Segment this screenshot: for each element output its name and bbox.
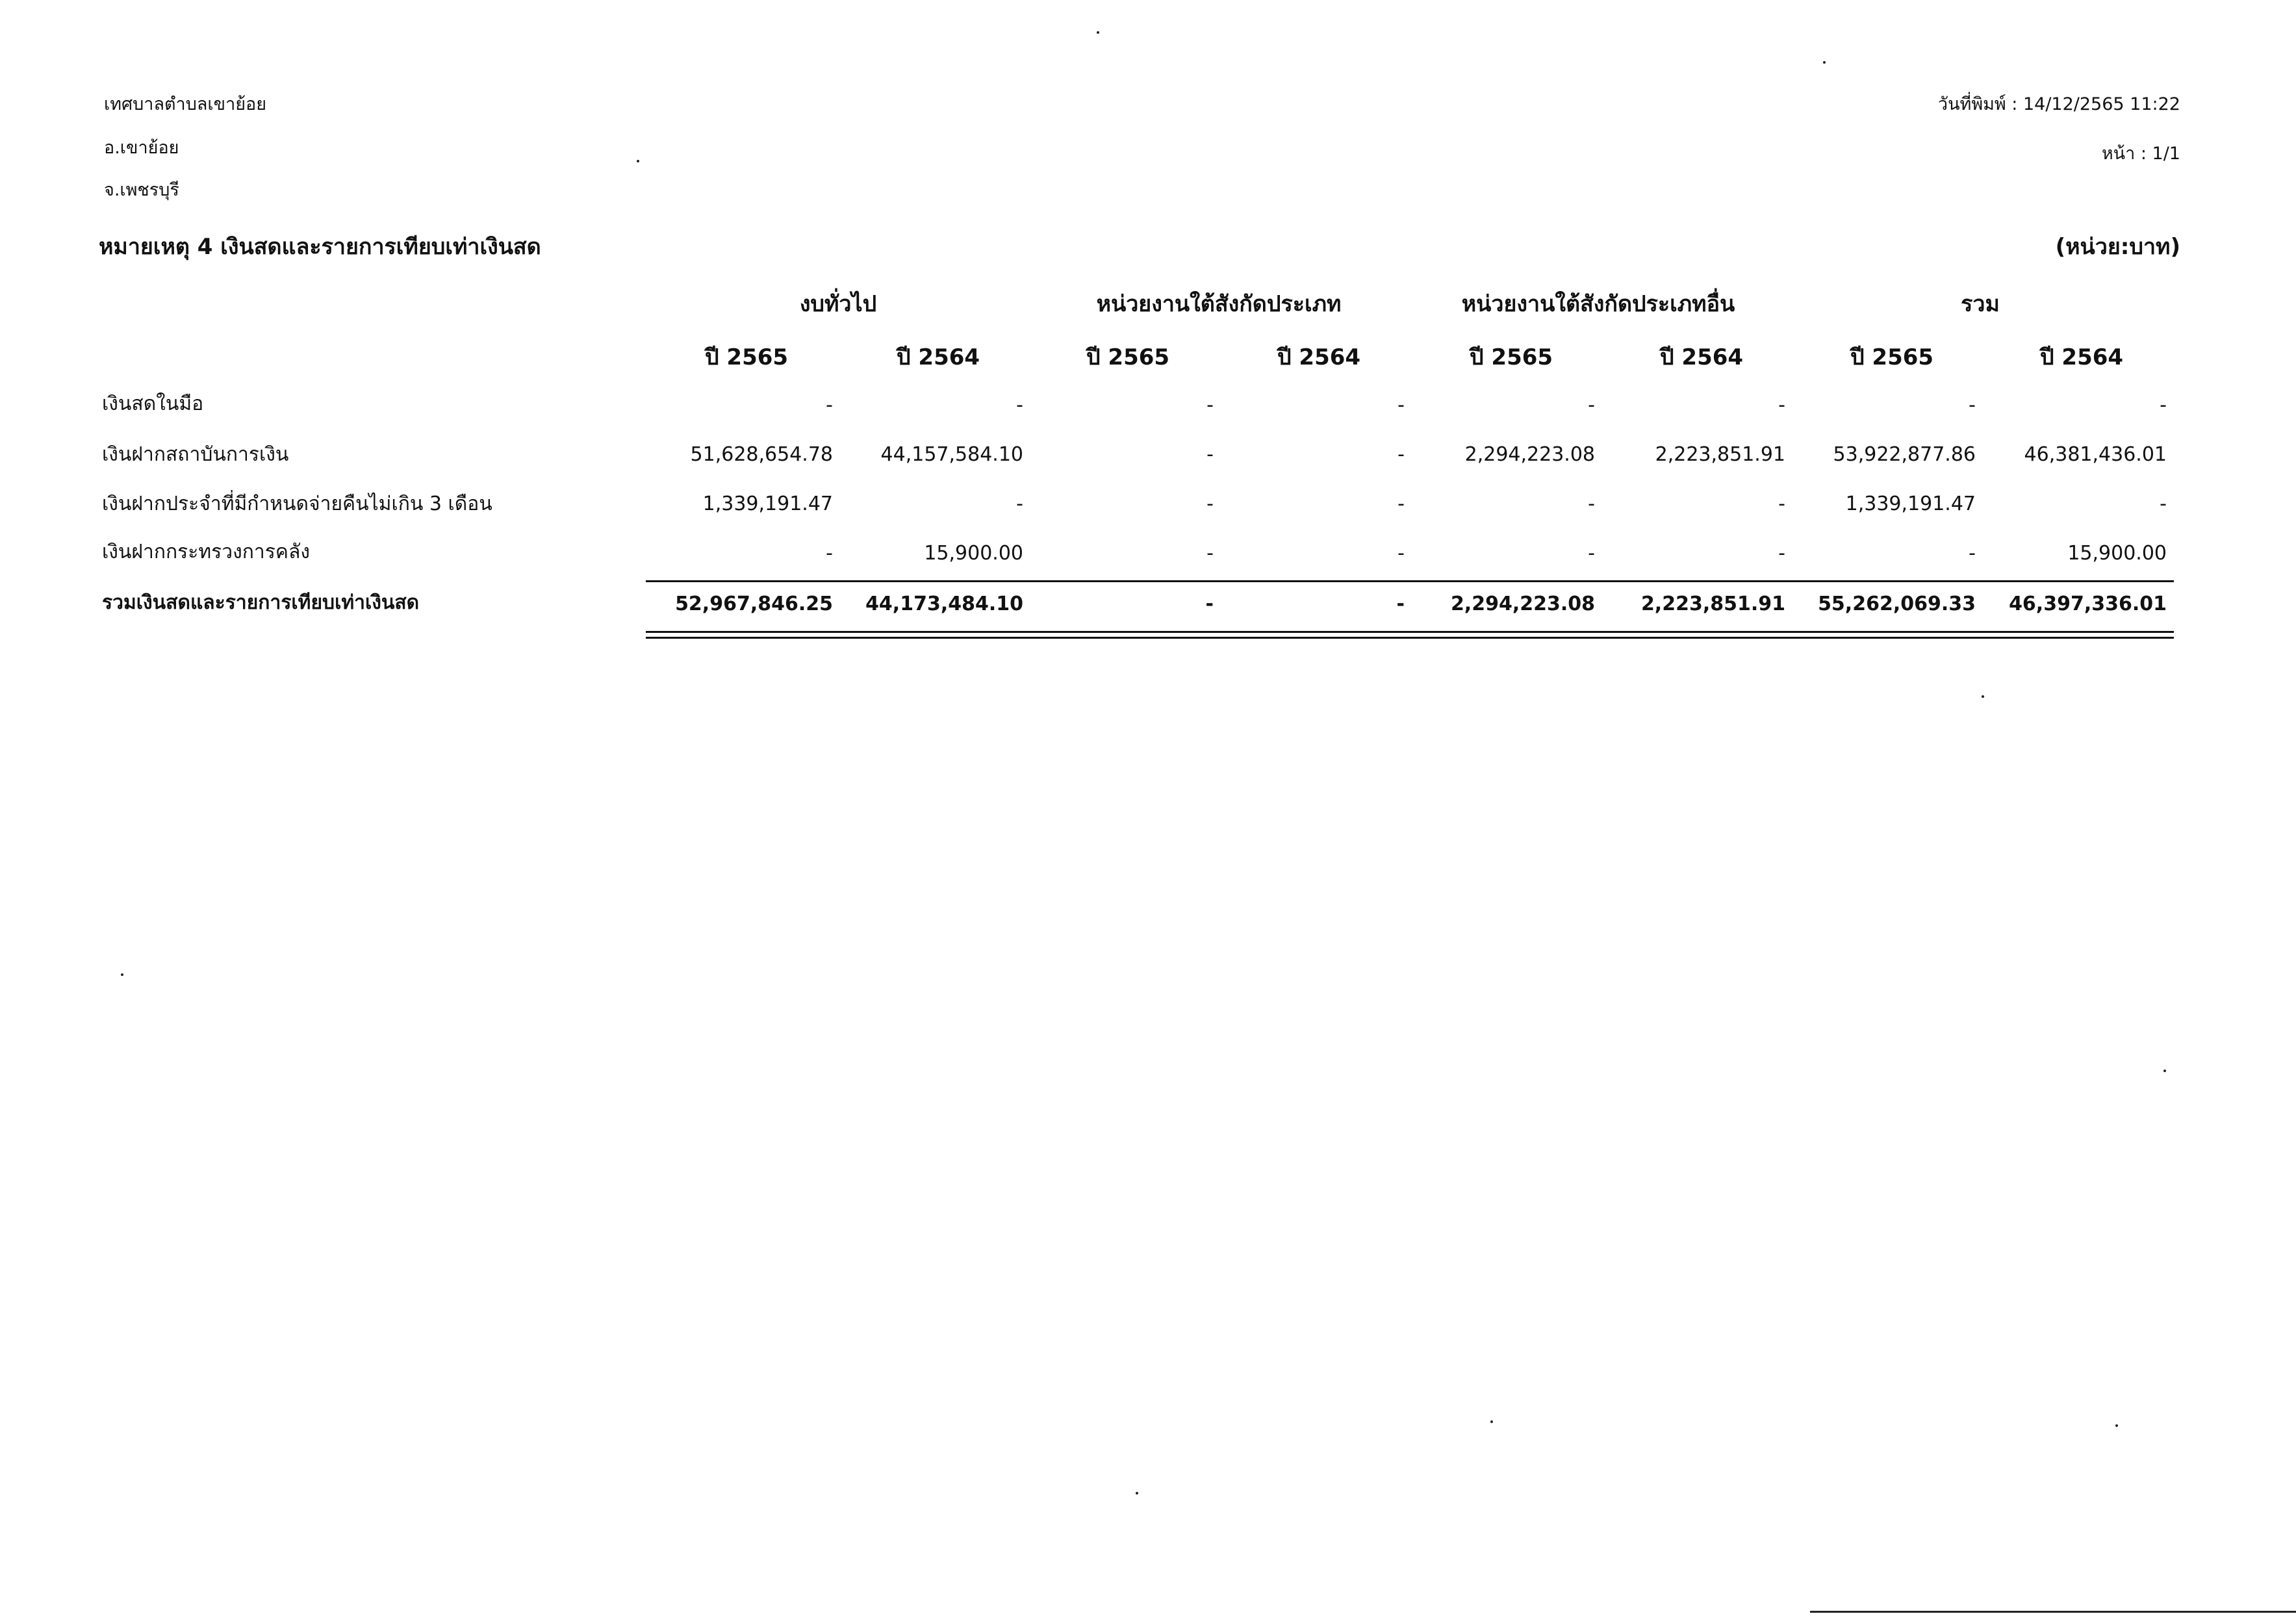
- total-cell: -: [1205, 593, 1214, 615]
- row-label-bank-deposits: เงินฝากสถาบันการเงิน: [102, 443, 289, 466]
- table-cell: 2,294,223.08: [1464, 443, 1595, 466]
- year-header: ปี 2564: [1277, 344, 1361, 370]
- year-header: ปี 2565: [1850, 344, 1934, 370]
- total-cell: -: [1396, 593, 1405, 615]
- scan-speck: [2115, 1424, 2118, 1427]
- district-name: อ.เขาย้อย: [104, 138, 179, 158]
- year-header: ปี 2564: [2040, 344, 2124, 370]
- scan-speck: [2163, 1070, 2166, 1072]
- year-header: ปี 2565: [705, 344, 789, 370]
- table-cell: -: [1778, 493, 1785, 515]
- table-cell: -: [1778, 542, 1785, 565]
- year-header: ปี 2564: [897, 344, 980, 370]
- table-cell: -: [2160, 493, 2167, 515]
- total-cell: 2,223,851.91: [1640, 593, 1785, 615]
- group-header-total: รวม: [1961, 291, 2000, 317]
- table-cell: 2,223,851.91: [1655, 443, 1785, 466]
- table-cell: -: [1397, 394, 1405, 417]
- table-cell: 15,900.00: [924, 542, 1023, 565]
- table-cell: -: [1206, 542, 1214, 565]
- table-cell: -: [826, 542, 833, 565]
- table-cell: -: [1397, 443, 1405, 466]
- row-label-cash-on-hand: เงินสดในมือ: [102, 392, 204, 415]
- table-cell: 1,339,191.47: [1845, 493, 1976, 515]
- total-double-rule-bottom: [646, 637, 2174, 639]
- group-header-sub-unit-other: หน่วยงานใต้สังกัดประเภทอื่น: [1461, 291, 1735, 317]
- scan-speck: [1136, 1492, 1138, 1494]
- scan-speck: [1982, 695, 1984, 698]
- total-cell: 52,967,846.25: [675, 593, 833, 615]
- table-cell: 53,922,877.86: [1833, 443, 1976, 466]
- table-cell: -: [1588, 542, 1595, 565]
- table-cell: -: [1016, 493, 1023, 515]
- table-cell: -: [1206, 394, 1214, 417]
- scan-speck: [1097, 31, 1099, 34]
- page-number: หน้า : 1/1: [2101, 144, 2180, 164]
- organization-name: เทศบาลตำบลเขาย้อย: [104, 94, 267, 114]
- scan-speck: [121, 973, 123, 976]
- total-double-rule-top: [646, 631, 2174, 633]
- print-date: วันที่พิมพ์ : 14/12/2565 11:22: [1937, 94, 2180, 114]
- year-header: ปี 2565: [1470, 344, 1553, 370]
- table-cell: -: [1397, 493, 1405, 515]
- table-cell: -: [2160, 394, 2167, 417]
- total-cell: 55,262,069.33: [1818, 593, 1976, 615]
- table-cell: -: [1206, 443, 1214, 466]
- scan-speck: [1490, 1420, 1493, 1423]
- year-header: ปี 2565: [1086, 344, 1170, 370]
- table-cell: 44,157,584.10: [880, 443, 1023, 466]
- table-cell: -: [1778, 394, 1785, 417]
- scan-speck: [1823, 61, 1826, 64]
- row-label-fixed-deposits: เงินฝากประจำที่มีกำหนดจ่ายคืนไม่เกิน 3 เดือน: [102, 493, 492, 515]
- table-cell: -: [1206, 493, 1214, 515]
- year-header: ปี 2564: [1660, 344, 1744, 370]
- total-top-rule: [646, 580, 2174, 582]
- unit-label: (หน่วย:บาท): [2055, 234, 2180, 260]
- total-cell: 44,173,484.10: [865, 593, 1023, 615]
- table-cell: -: [1016, 394, 1023, 417]
- row-label-treasury-deposits: เงินฝากกระทรวงการคลัง: [102, 541, 310, 563]
- group-header-sub-unit: หน่วยงานใต้สังกัดประเภท: [1096, 291, 1342, 317]
- table-cell: -: [1588, 394, 1595, 417]
- province-name: จ.เพชรบุรี: [104, 180, 179, 200]
- scan-speck: [637, 160, 639, 162]
- table-cell: 51,628,654.78: [690, 443, 833, 466]
- table-cell: -: [1969, 394, 1976, 417]
- table-cell: -: [1588, 493, 1595, 515]
- group-header-general-budget: งบทั่วไป: [799, 291, 877, 317]
- table-cell: 1,339,191.47: [702, 493, 833, 515]
- total-cell: 2,294,223.08: [1450, 593, 1595, 615]
- table-cell: 46,381,436.01: [2024, 443, 2167, 466]
- total-cell: 46,397,336.01: [2009, 593, 2167, 615]
- scan-edge-line: [1810, 1611, 2296, 1613]
- table-cell: -: [1969, 542, 1976, 565]
- note-title: หมายเหตุ 4 เงินสดและรายการเทียบเท่าเงินสด: [99, 234, 541, 260]
- row-label-total: รวมเงินสดและรายการเทียบเท่าเงินสด: [102, 591, 420, 614]
- table-cell: -: [1397, 542, 1405, 565]
- table-cell: 15,900.00: [2067, 542, 2167, 565]
- table-cell: -: [826, 394, 833, 417]
